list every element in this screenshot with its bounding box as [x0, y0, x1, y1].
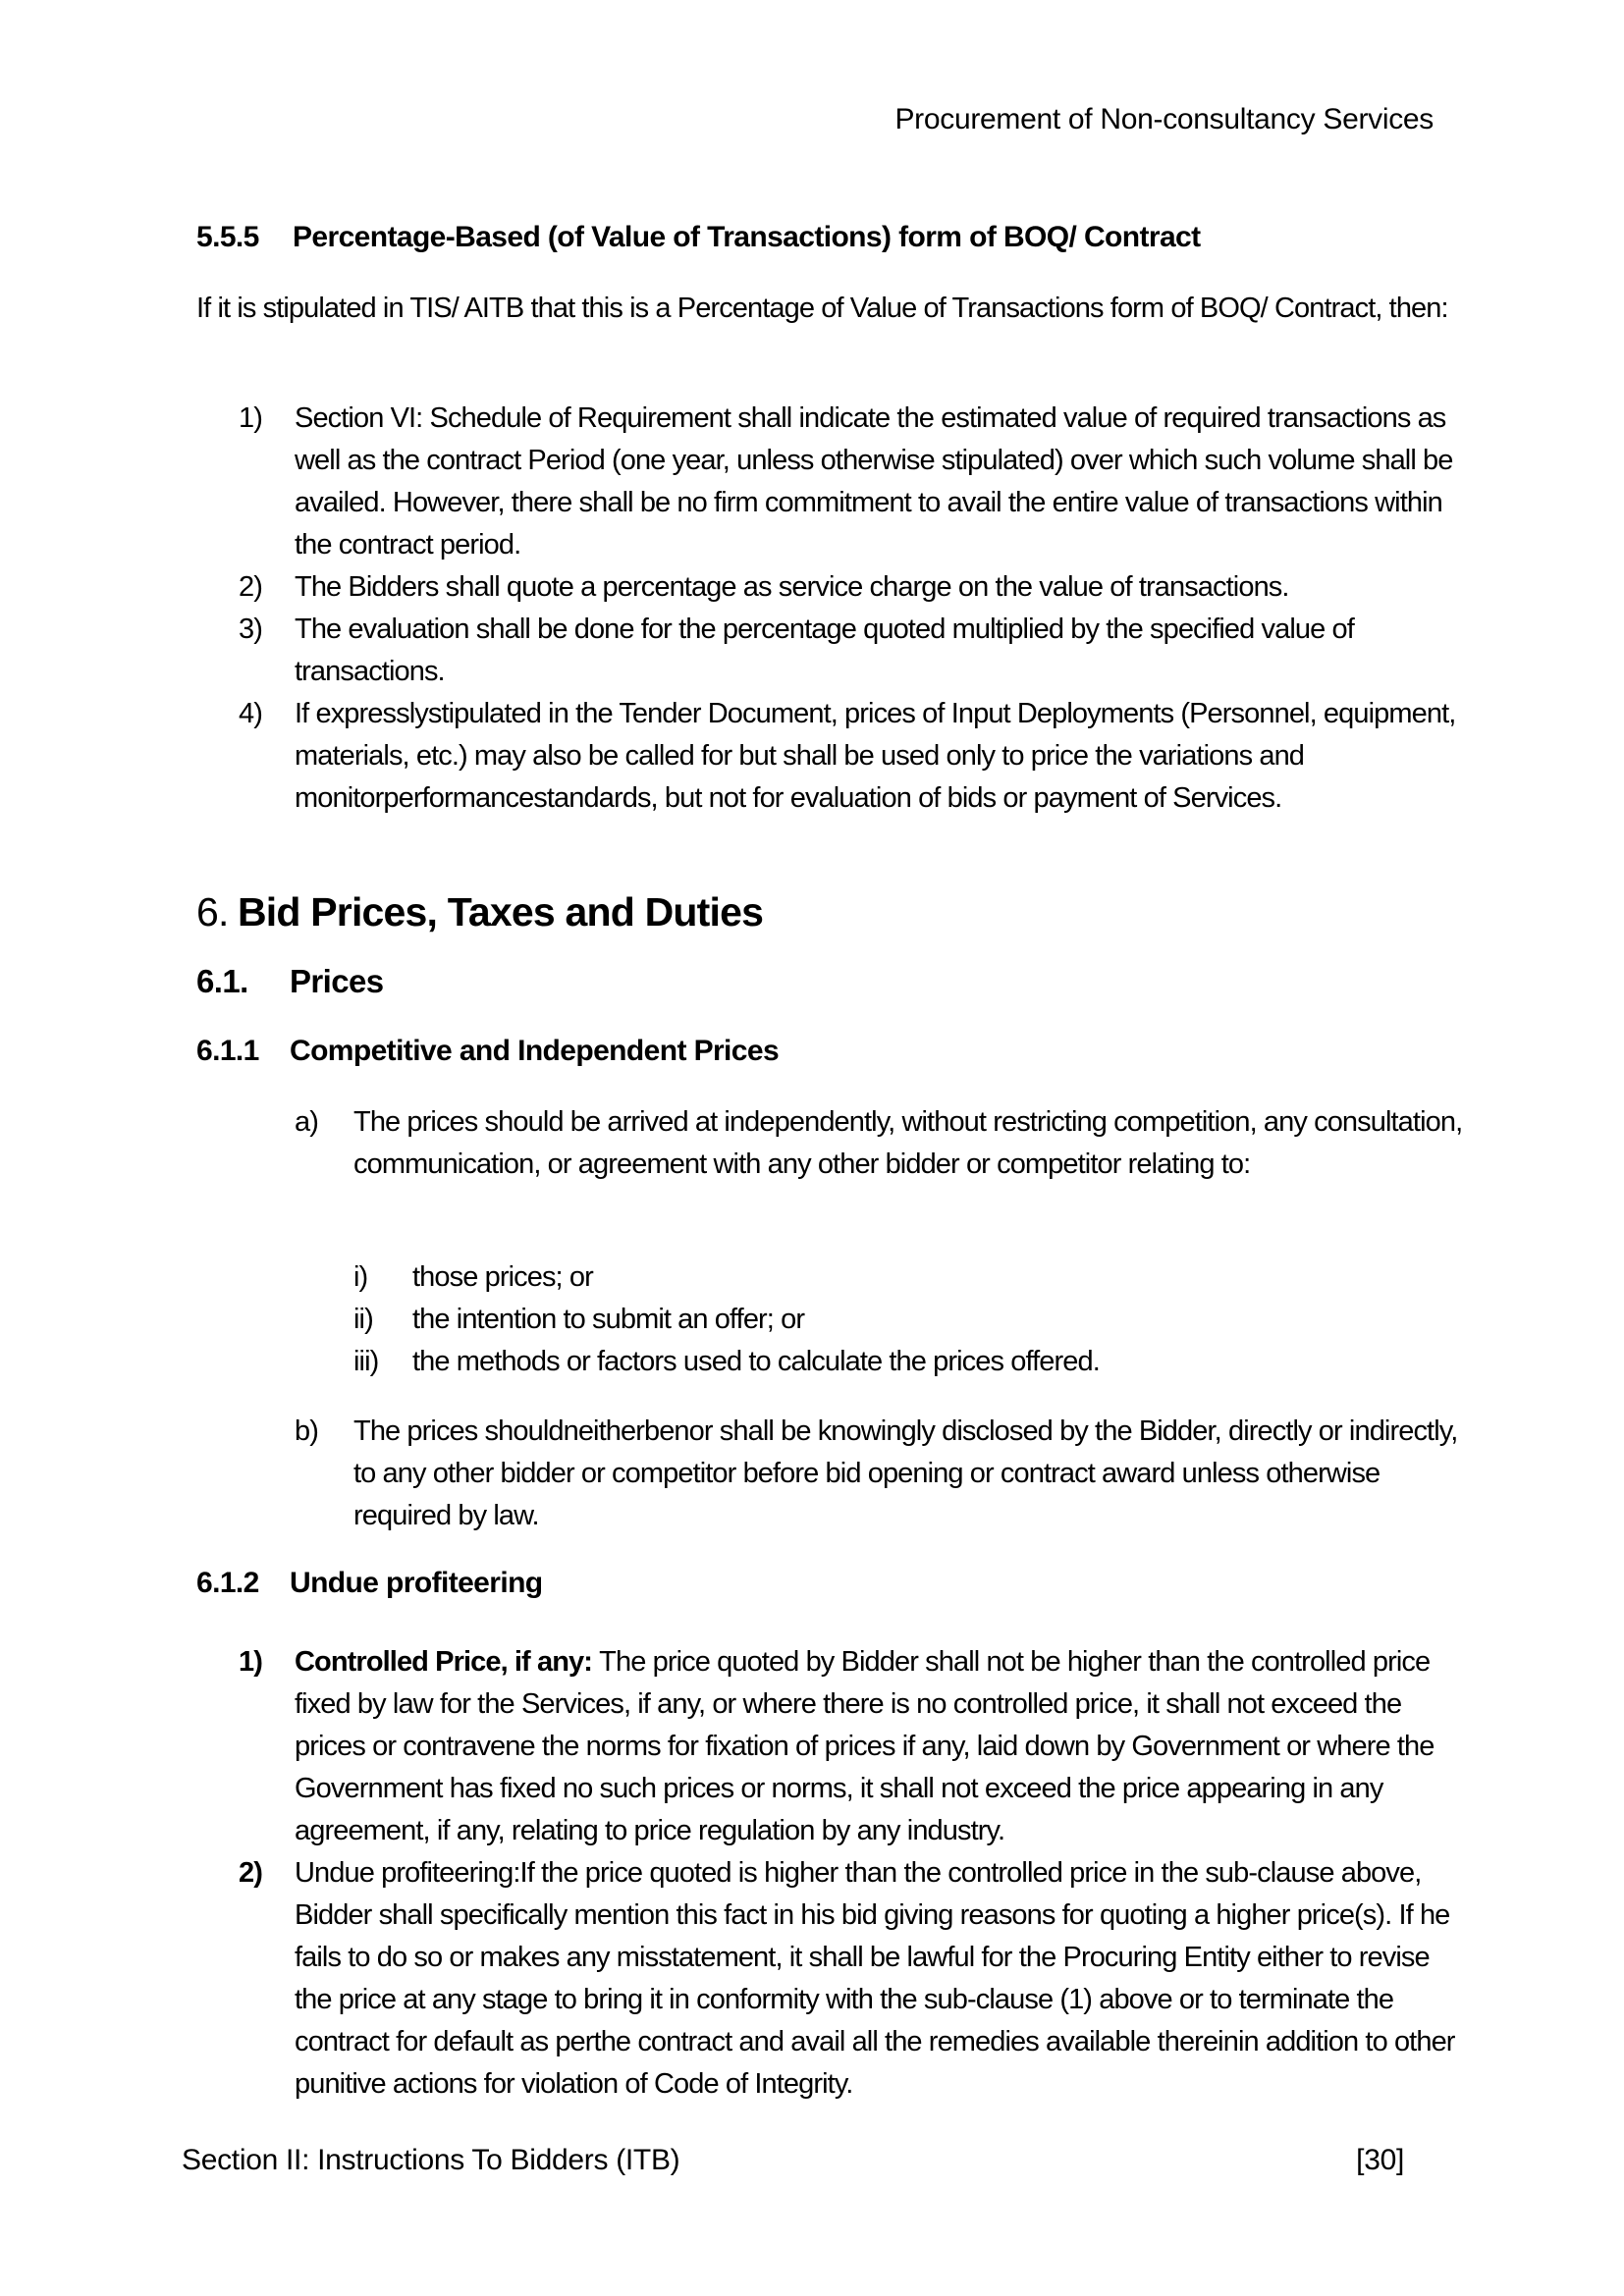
- list-item: [196, 1299, 1465, 1341]
- list-item-text: Section VI: Schedule of Requirement shall indicate the estimated value of required transactions as well as the contract Period (one year, unless otherwise stipulated) over which such volume shall be availed. However, there shall be no firm commitment to avail the entire value of transactions within the contract period.: [295, 402, 1453, 561]
- intro-paragraph: If it is stipulated in TIS/ AITB that this is a Percentage of Value of Transactions form of BOQ/ Contract, then:: [196, 293, 1448, 324]
- list-item-text: The prices shouldneitherbenor shall be knowingly disclosed by the Bidder, directly or indirectly, to any other bidder or competitor before bid opening or contract award unless otherwise required by law.: [353, 1415, 1458, 1531]
- roman-list: [196, 1256, 1465, 1383]
- list-item: [196, 1641, 1465, 1852]
- list-6-1-2: [196, 1641, 1465, 2106]
- heading-6: [196, 886, 1463, 937]
- heading-6-1-number: 6.1.: [196, 963, 248, 999]
- heading-5-5-5: [196, 218, 1463, 257]
- list-item-body: Undue profiteering:If the price quoted is higher than the controlled price in the sub-clause above, Bidder shall specifically mention this fact in his bid giving reasons for quoting a higher price(s). If he fails to do so or makes any misstatement, it shall be lawful for the Procuring Entity either to revise the price at any stage to bring it in conformity with the sub-clause (1) above or to terminate the contract for default as perthe contract and avail all the remedies available thereinin addition to other punitive actions for violation of Code of Integrity.: [295, 1857, 1455, 2100]
- list-item: [196, 693, 1465, 820]
- heading-6-1-1-title: Competitive and Independent Prices: [290, 1035, 780, 1067]
- list-item: [196, 1256, 1465, 1299]
- list-item-text: [295, 1852, 1465, 2106]
- list-item-marker: a): [295, 1106, 318, 1138]
- heading-6-1-1-number: 6.1.1: [196, 1035, 259, 1067]
- list-item-text: those prices; or: [412, 1261, 593, 1293]
- heading-6-number: 6.: [196, 889, 229, 934]
- heading-6-1: [196, 960, 1463, 1003]
- heading-6-1-2: [196, 1564, 1463, 1603]
- heading-6-title: Bid Prices, Taxes and Duties: [238, 889, 764, 934]
- list-item: [196, 609, 1465, 693]
- list-item-marker: i): [353, 1261, 368, 1293]
- list-item-marker: ii): [353, 1304, 373, 1335]
- page-footer: [182, 2143, 1404, 2178]
- list-item: [196, 566, 1465, 609]
- list-item-text: [295, 1641, 1465, 1852]
- list-item: [196, 1852, 1465, 2106]
- list-item-marker: 1): [239, 402, 262, 434]
- list-item-marker: 1): [239, 1646, 262, 1678]
- page-header-text: Procurement of Non-consultancy Services: [894, 103, 1434, 135]
- list-5-5-5: [196, 398, 1465, 820]
- list-item-marker: iii): [353, 1346, 379, 1377]
- list-item-marker: 2): [239, 571, 262, 603]
- page-footer-number: [30]: [1356, 2144, 1404, 2176]
- item-b: [196, 1411, 1465, 1537]
- list-item-marker: b): [295, 1415, 318, 1447]
- list-item-marker: 3): [239, 614, 262, 645]
- list-item-marker: 2): [239, 1857, 262, 1889]
- list-item-text: The Bidders shall quote a percentage as service charge on the value of transactions.: [295, 571, 1289, 603]
- heading-6-1-title: Prices: [290, 963, 384, 999]
- page-footer-section: Section II: Instructions To Bidders (ITB): [182, 2144, 680, 2176]
- heading-5-5-5-number: 5.5.5: [196, 221, 259, 253]
- list-item-text: If expresslystipulated in the Tender Document, prices of Input Deployments (Personnel, equipment, materials, etc.) may also be called for but shall be used only to price the variations and monitorperformancestandards, but not for evaluation of bids or payment of Services.: [295, 698, 1456, 814]
- heading-6-1-1: [196, 1032, 1463, 1071]
- list-item-text: the intention to submit an offer; or: [412, 1304, 805, 1335]
- list-item-marker: 4): [239, 698, 262, 729]
- heading-6-1-2-number: 6.1.2: [196, 1567, 259, 1599]
- heading-5-5-5-title: Percentage-Based (of Value of Transactions) form of BOQ/ Contract: [293, 221, 1201, 253]
- list-item: [196, 1341, 1465, 1383]
- list-item-text: The prices should be arrived at independently, without restricting competition, any consultation, communication, or agreement with any other bidder or competitor relating to:: [353, 1106, 1463, 1180]
- list-item: [196, 398, 1465, 566]
- list-item-text: The evaluation shall be done for the percentage quoted multiplied by the specified value of transactions.: [295, 614, 1354, 687]
- page-header: [196, 102, 1434, 137]
- heading-6-1-2-title: Undue profiteering: [290, 1567, 543, 1599]
- list-item-body: The price quoted by Bidder shall not be higher than the controlled price fixed by law for the Services, if any, or where there is no controlled price, it shall not exceed the prices or contravene the norms for fixation of prices if any, laid down by Government or where the Government has fixed no such prices or norms, it shall not exceed the price appearing in any agreement, if any, relating to price regulation by any industry.: [295, 1646, 1435, 1846]
- list-item-bold-label: Controlled Price, if any:: [295, 1646, 600, 1678]
- list-item-text: the methods or factors used to calculate the prices offered.: [412, 1346, 1100, 1377]
- item-a: [196, 1101, 1465, 1186]
